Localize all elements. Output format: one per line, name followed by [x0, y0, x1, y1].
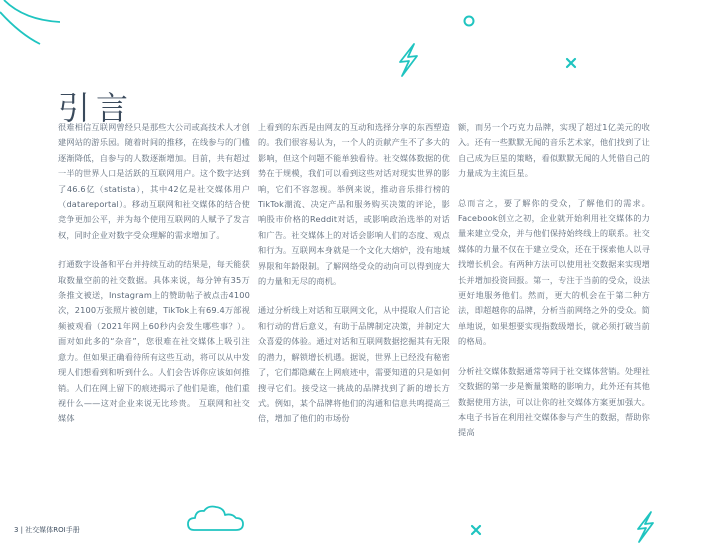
- page-title: 引言: [58, 89, 135, 128]
- paragraph: 通过分析线上对话和互联网文化，从中提取人们言论和行动的背后意义，有助于品牌制定决策，并制定大众喜爱的体验。通过对话和互联网数据挖掘其有无限的潜力，解锁增长机遇。据说，世界上已经没有秘密了，它们都隐藏在上网痕迹中，需要知道的只是如何搜寻它们。接受这一挑战的品牌找到了新的增长方式。例如，某个品牌将他们的沟通和信息共鸣提高三倍，增加了他们的市场份: [258, 305, 450, 424]
- paragraph: 打通数字设备和平台并持续互动的结果是，每天能获取数量空前的社交数据。具体来说，每分钟有35万条推文被送，Instagram上的赞助帖子被点击4100次，2100万张照片被创建，TikTok上有69.4万部视频被观看（2021年网上60秒内会发生哪些事？）。面对如此多的“杂音”，您很难在社交媒体上吸引注意力。但如果正确看待所有这些互动，将可以从中发现人们想看到和听到什么。人们会告诉你应该如何推销。人们在网上留下的痕迹揭示了他们是谁，他们重视什么——这对企业来说无比珍贵。 互联网和社交媒体: [58, 259, 250, 424]
- text-column-1: [58, 120, 250, 441]
- x-mark-icon: [470, 524, 482, 536]
- x-mark-icon: [565, 57, 577, 69]
- lightning-icon: [394, 42, 422, 78]
- text-column-3: [458, 120, 650, 455]
- paragraph: 很难相信互联网曾经只是那些大公司或高技术人才创建网站的游乐园。随着时间的推移，在线参与的门槛逐渐降低，自参与的人数逐渐增加。目前，共有超过一半的世界人口是活跃的互联网用户。这个数字达到了46.6亿（statista），其中42亿是社交媒体用户（datareportal）。移动互联网和社交媒体的结合使竞争更加公平，并为每个使用互联网的人赋予了发言权，同时企业对数字受众理解的需求增加了。: [58, 122, 250, 240]
- page-footer: 3 | 社交媒体ROI手册: [14, 526, 80, 534]
- circle-icon: [462, 14, 476, 28]
- cloud-icon: [186, 504, 246, 532]
- paragraph: 总而言之，要了解你的受众，了解他们的需求。Facebook创立之初，企业就开始利用社交媒体的力量来建立受众，并与他们保持始终线上的联系。社交媒体的力量不仅在于建立受众，还在于探索他人以寻找增长机会。有两种方法可以使用社交数据来实现增长并增加投资回报。第一，专注于当前的受众，设法更好地服务他们。然而，更大的机会在于第二种方法，即超越你的品牌，分析当前网络之外的受众。简单地说，如果想要实现指数级增长，就必须打破当前的格局。: [458, 197, 650, 347]
- lines-icon: [0, 0, 60, 50]
- paragraph: 额，而另一个巧克力品牌，实现了超过1亿美元的收入。还有一些默默无闻的音乐艺术家，他们找到了让自己成为巨星的策略，看似默默无闻的人凭借自己的力量成为主流巨星。: [458, 122, 650, 179]
- text-column-2: [258, 120, 450, 441]
- paragraph: 上看到的东西是由网友的互动和选择分享的东西塑造的。我们很容易认为，一个人的贡献产生不了多大的影响，但这个问题不能单独看待。社交媒体数据的优势在于规模，我们可以看到这些对话对现实世界的影响，它们不容忽视。举例来说，推动音乐排行榜的TikTok潮流、决定产品和服务购买决策的评论，影响股市价格的Reddit对话，或影响政治选举的对话和广告。社交媒体上的对话会影响人们的态度、观点和行为。互联网本身就是一个文化大熔炉，没有地域界限和年龄限制。了解网络受众的动向可以得到庞大的力量和无尽的商机。: [258, 122, 450, 287]
- paragraph: 分析社交媒体数据通常等同于社交媒体营销。处理社交数据的第一步是衡量策略的影响力，此外还有其他数据使用方法，可以让你的社交媒体方案更加强大。本电子书旨在利用社交媒体参与产生的数据，帮助你提高: [458, 365, 650, 438]
- lightning-icon: [632, 510, 658, 544]
